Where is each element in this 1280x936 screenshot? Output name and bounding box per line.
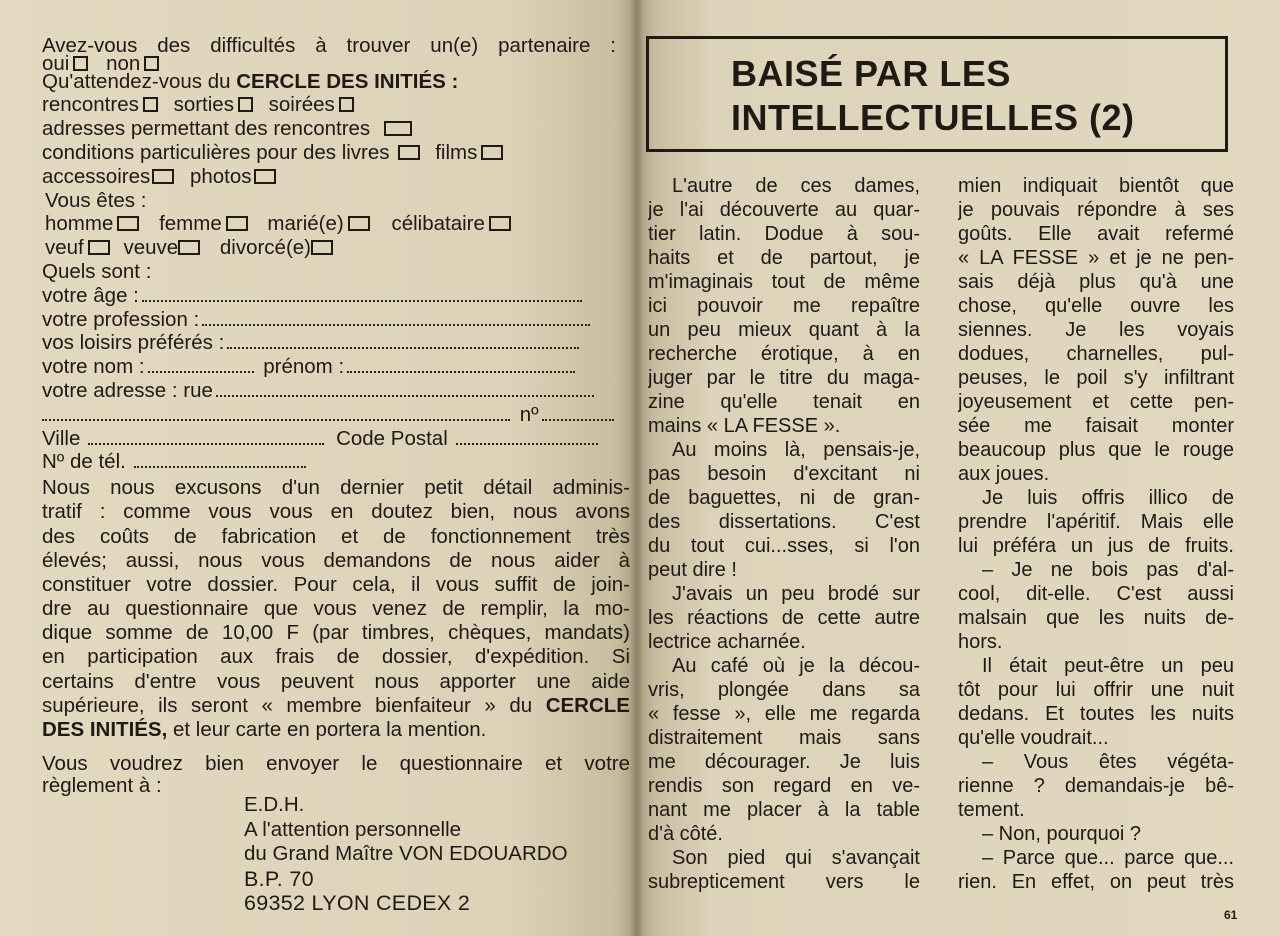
field-adresse-numero[interactable]: nº xyxy=(42,403,630,427)
label-vous-etes: Vous êtes : xyxy=(45,188,147,212)
send-instructions: Vous voudrez bien envoyer le questionnaire et votre règlement à : xyxy=(42,752,630,798)
field-telephone[interactable]: Nº de tél. xyxy=(42,450,630,474)
question-expectations: Qu'attendez-vous du CERCLE DES INITIÉS : xyxy=(42,69,459,93)
row-rencontres: rencontres sorties soirées xyxy=(42,93,630,117)
row-veuf-veuve: veuf veuve divorcé(e) xyxy=(42,236,630,260)
article-title-line1: BAISÉ PAR LES xyxy=(731,53,1011,94)
questionnaire xyxy=(42,34,630,916)
soirees-checkbox[interactable] xyxy=(339,97,354,112)
femme-checkbox[interactable] xyxy=(226,216,248,231)
oui-checkbox[interactable] xyxy=(73,56,88,71)
page-number: 61 xyxy=(1224,908,1238,922)
films-checkbox[interactable] xyxy=(481,145,503,160)
non-checkbox[interactable] xyxy=(144,56,159,71)
oui-label: oui xyxy=(42,51,70,75)
row-accessoires: accessoires photos xyxy=(42,165,630,189)
photos-checkbox[interactable] xyxy=(254,169,276,184)
article-column-2: mien indiquait bientôt que je pouvais répondre à ses goûts. Elle avait refermé « LA FESSE » et je ne pen- sais déjà plus qu'à une chose, qu'elle ouvre les siennes. Je les voyais dodues, charnelles, pul- peuses, le poil s'y infiltrant joyeusement et cette pen- sée me faisait monter beaucoup plus que le rouge aux joues. Je luis offris illico de prendre l'apéritif. Mais elle lui préféra un jus de fruits. – Je ne bois pas d'al- cool, dit-elle. C'est aussi malsain que les nuits de- hors. Il était peut-être un peu tôt pour lui offrir une nuit dedans. Et toutes les nuits qu'elle voudrait... – Vous êtes végéta- rienne ? demandais-je bê- tement. – Non, pourquoi ? – Parce que... parce que... rien. En effet, on peut très xyxy=(958,175,1234,893)
field-adresse-rue[interactable]: votre adresse : rue xyxy=(42,379,630,403)
field-nom-prenom[interactable]: votre nom : prénom : xyxy=(42,355,630,379)
row-adresses: adresses permettant des rencontres xyxy=(42,117,630,141)
sorties-checkbox[interactable] xyxy=(238,97,253,112)
field-loisirs[interactable]: vos loisirs préférés : xyxy=(42,331,630,355)
field-profession[interactable]: votre profession : xyxy=(42,308,630,332)
homme-checkbox[interactable] xyxy=(117,216,139,231)
page-gutter xyxy=(630,0,644,936)
veuve-checkbox[interactable] xyxy=(178,240,200,255)
article-title-box xyxy=(646,36,1228,152)
celibataire-checkbox[interactable] xyxy=(489,216,511,231)
notice-paragraph: Nous nous excusons d'un dernier petit détail adminis- tratif : comme vous vous en doutez bien, nous avons des coûts de fabrication et de fonctionnement très élevés; aussi, nous vous demandons de nous aider à constituer votre dossier. Pour cela, il vous suffit de join- dre au questionnaire que vous venez de remplir, la mo- dique somme de 10,00 F (par timbres, chèques, mandats) en participation aux frais de dossier, d'expédition. Si certains d'entre vous peuvent nous apporter une aide supérieure, ils seront « membre bienfaiteur » du CERCLE DES INITIÉS, et leur carte en portera la mention. xyxy=(42,476,630,742)
livres-checkbox[interactable] xyxy=(398,145,420,160)
row-homme-femme: homme femme marié(e) célibataire xyxy=(42,212,630,236)
field-age[interactable]: votre âge : xyxy=(42,284,630,308)
adresses-checkbox[interactable] xyxy=(384,121,412,136)
mailing-address: E.D.H. A l'attention personnelle du Grand Maître VON EDOUARDO B.P. 70 69352 LYON CEDEX 2 xyxy=(244,793,568,916)
article-column-1: L'autre de ces dames, je l'ai découverte au quar- tier latin. Dodue à sou- haits et de partout, je m'imaginais tout de même ici pouvoir me repaître un peu mieux quant à la recherche érotique, à en juger par le titre du maga- zine qu'elle tenait en mains « LA FESSE ». Au moins là, pensais-je, pas besoin d'excitant ni de baguettes, ni de gran- des dissertations. C'est du tout cui...sses, si l'on peut dire ! J'avais un peu brodé sur les réactions de cette autre lectrice acharnée. Au café où je la décou- vris, plongée dans sa « fesse », elle me regarda distraitement mais sans me décourager. Je luis rendis son regard en ve- nant me placer à la table d'à côté. Son pied qui s'avançait subrepticement vers le xyxy=(648,175,920,893)
accessoires-checkbox[interactable] xyxy=(152,169,174,184)
non-label: non xyxy=(106,51,141,75)
divorce-checkbox[interactable] xyxy=(311,240,333,255)
rencontres-checkbox[interactable] xyxy=(143,97,158,112)
marie-checkbox[interactable] xyxy=(348,216,370,231)
veuf-checkbox[interactable] xyxy=(88,240,110,255)
label-quels-sont: Quels sont : xyxy=(42,259,152,283)
field-ville-cp[interactable]: Ville Code Postal xyxy=(42,427,630,451)
row-conditions: conditions particulières pour des livres films xyxy=(42,141,630,165)
article-title-line2: INTELLECTUELLES (2) xyxy=(731,97,1135,138)
question-partner: Avez-vous des difficultés à trouver un(e) partenaire : xyxy=(42,34,616,57)
